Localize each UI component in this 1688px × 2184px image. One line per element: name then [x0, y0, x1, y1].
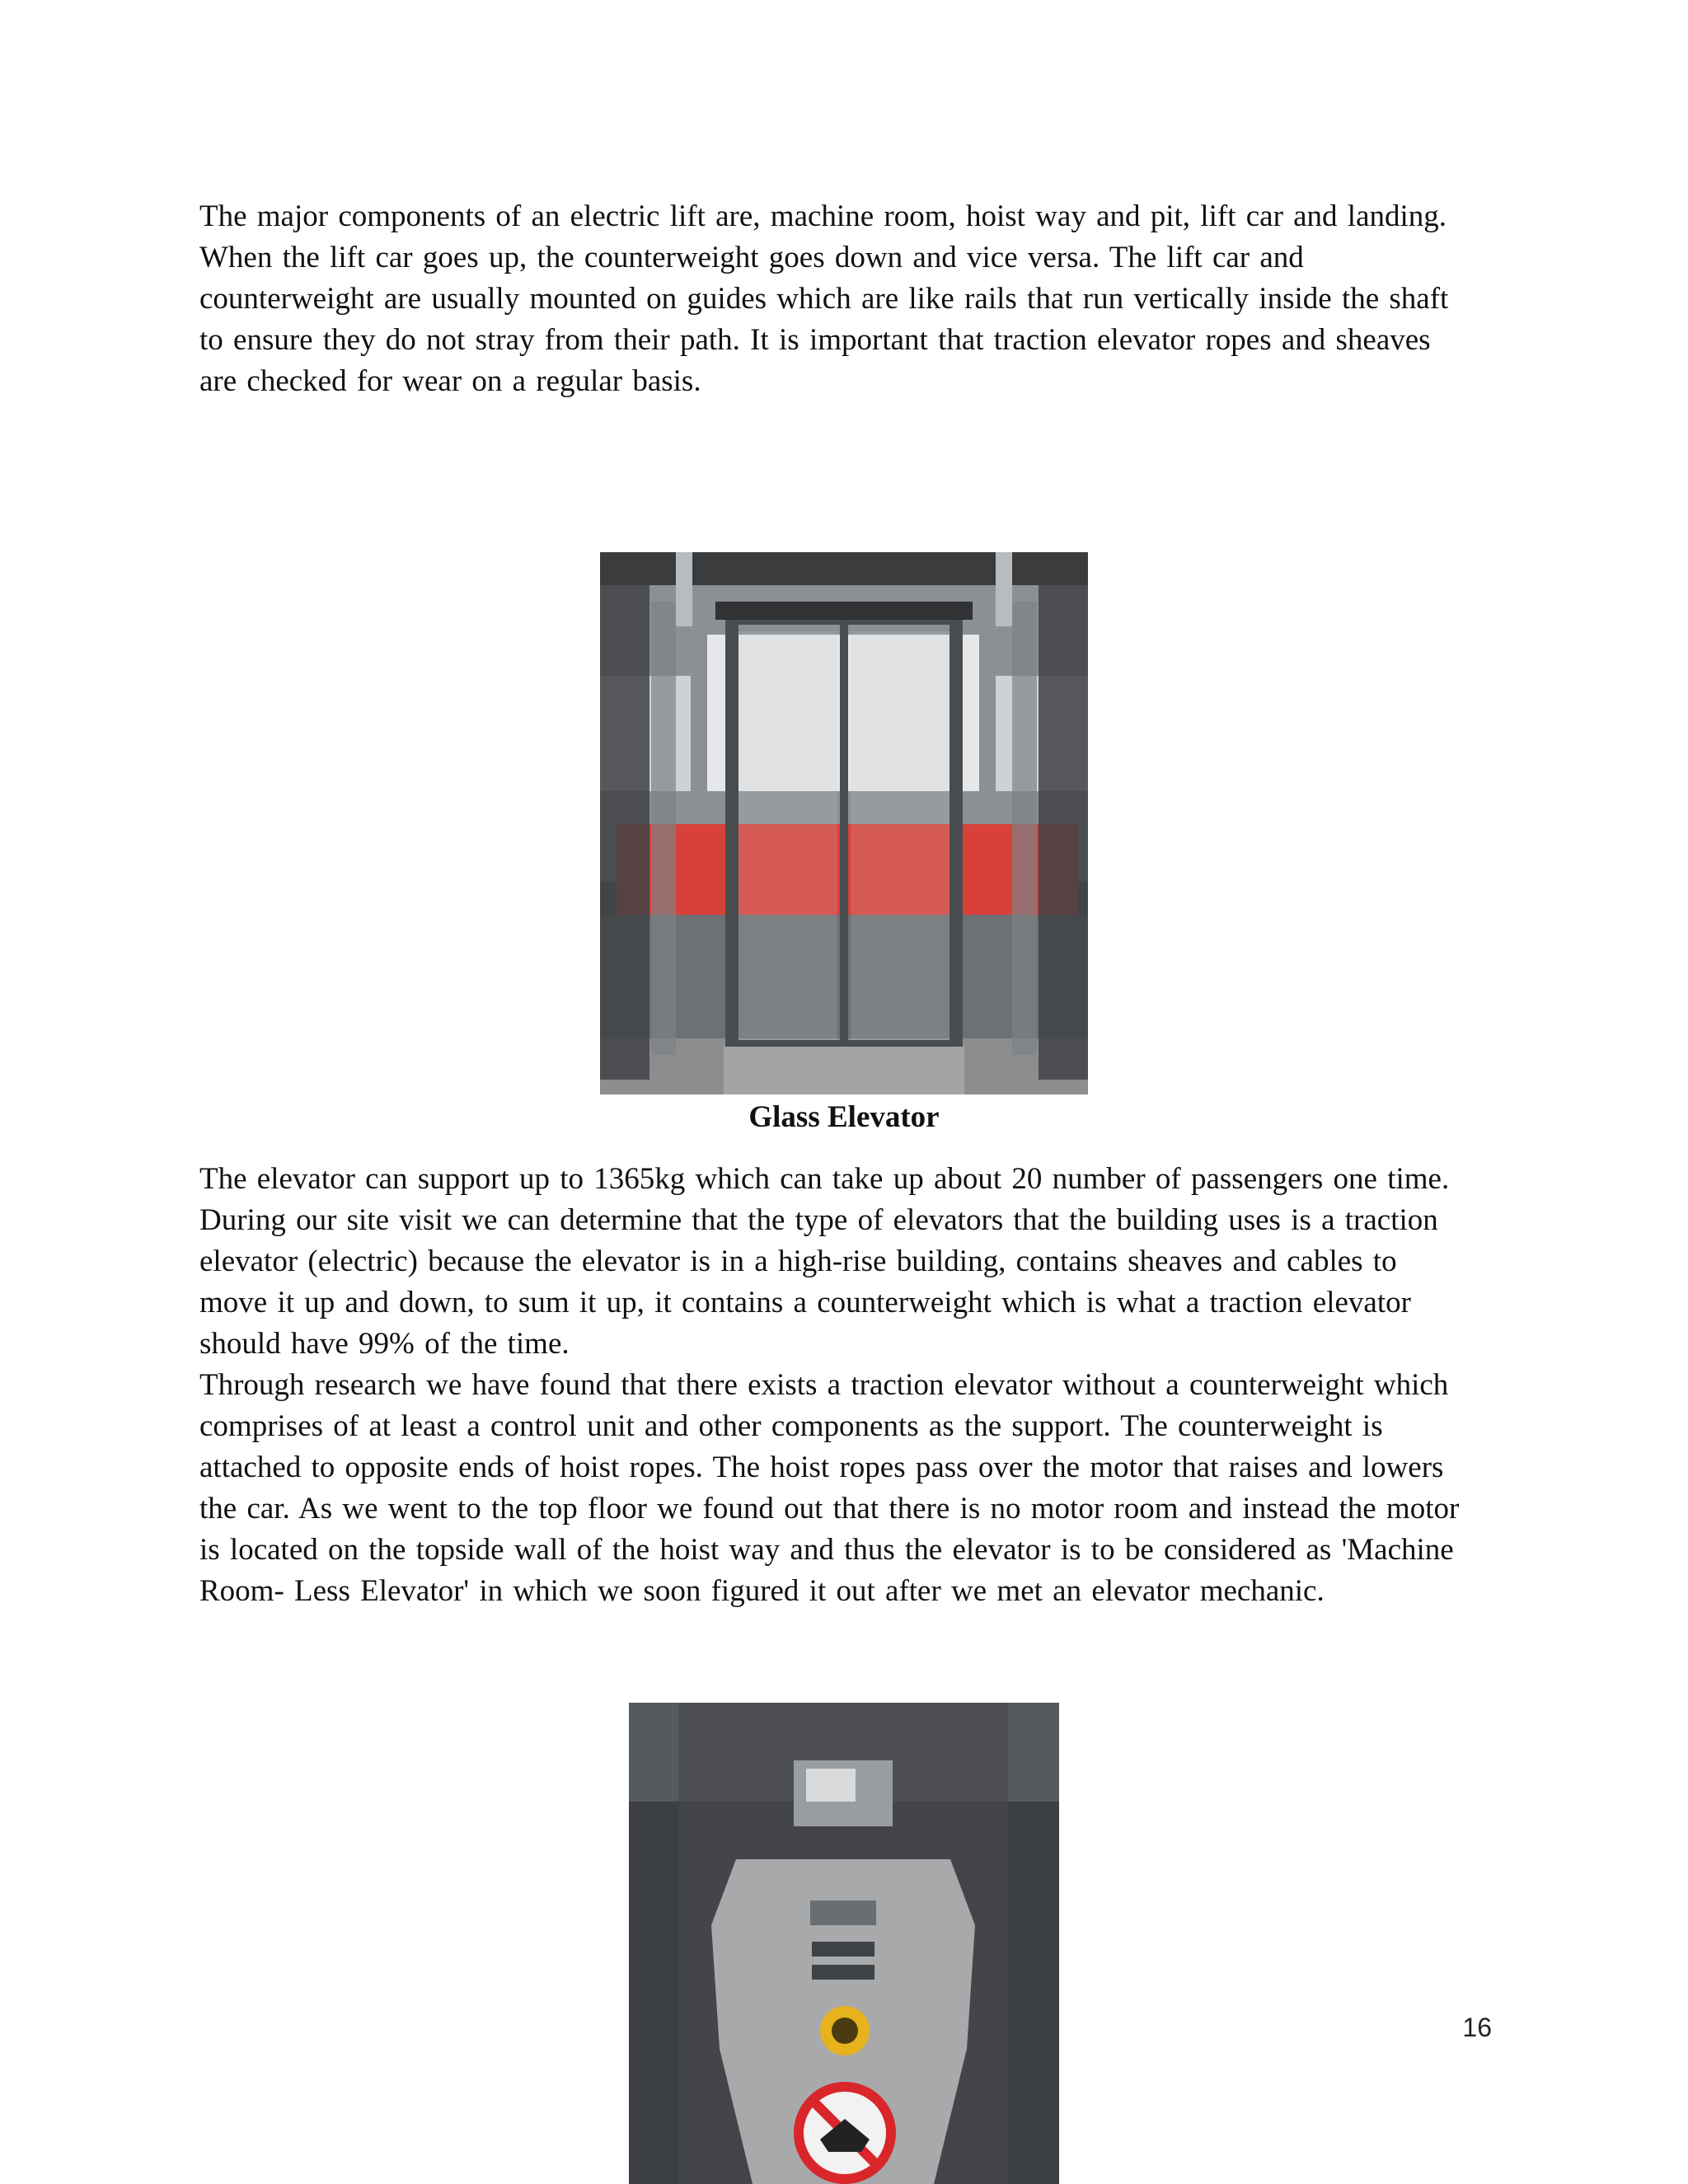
elevator-control-unit-photo [629, 1703, 1059, 2184]
glass-elevator-photo [600, 552, 1088, 1094]
paragraph-elevator-capacity: The elevator can support up to 1365kg which can take up about 20 number of passengers one time. During our site visit we can determine that the type of elevators that the building uses is a traction elevator (electric) because the elevator is in a high-rise building, contains sheaves and cables to move it up and down, to sum it up, it contains a counterweight which is what a traction elevator should have 99% of the time. [199, 1162, 1450, 1361]
paragraph-lift-components: The major components of an electric lift are, machine room, hoist way and pit, lift car and landing. When the lift car goes up, the counterweight goes down and vice versa. The lift car and counterweight are usually mounted on guides which are like rails that run vertically inside the shaft to ensure they do not stray from their path. It is important that traction elevator ropes and sheaves are checked for wear on a regular basis. [199, 199, 1449, 398]
paragraph-machine-room-less: Through research we have found that there exists a traction elevator without a counterweight which comprises of at least a control unit and other components as the support. The counterweight is attached to opposite ends of hoist ropes. The hoist ropes pass over the motor that raises and lowers the car. As we went to the top floor we found out that there is no motor room and instead the motor is located on the topside wall of the hoist way and thus the elevator is to be considered as 'Machine Room- Less Elevator' in which we soon figured it out after we met an elevator mechanic. [199, 1368, 1460, 1608]
page-number: 16 [1462, 2013, 1492, 2042]
glass-elevator-caption: Glass Elevator [748, 1100, 940, 1134]
